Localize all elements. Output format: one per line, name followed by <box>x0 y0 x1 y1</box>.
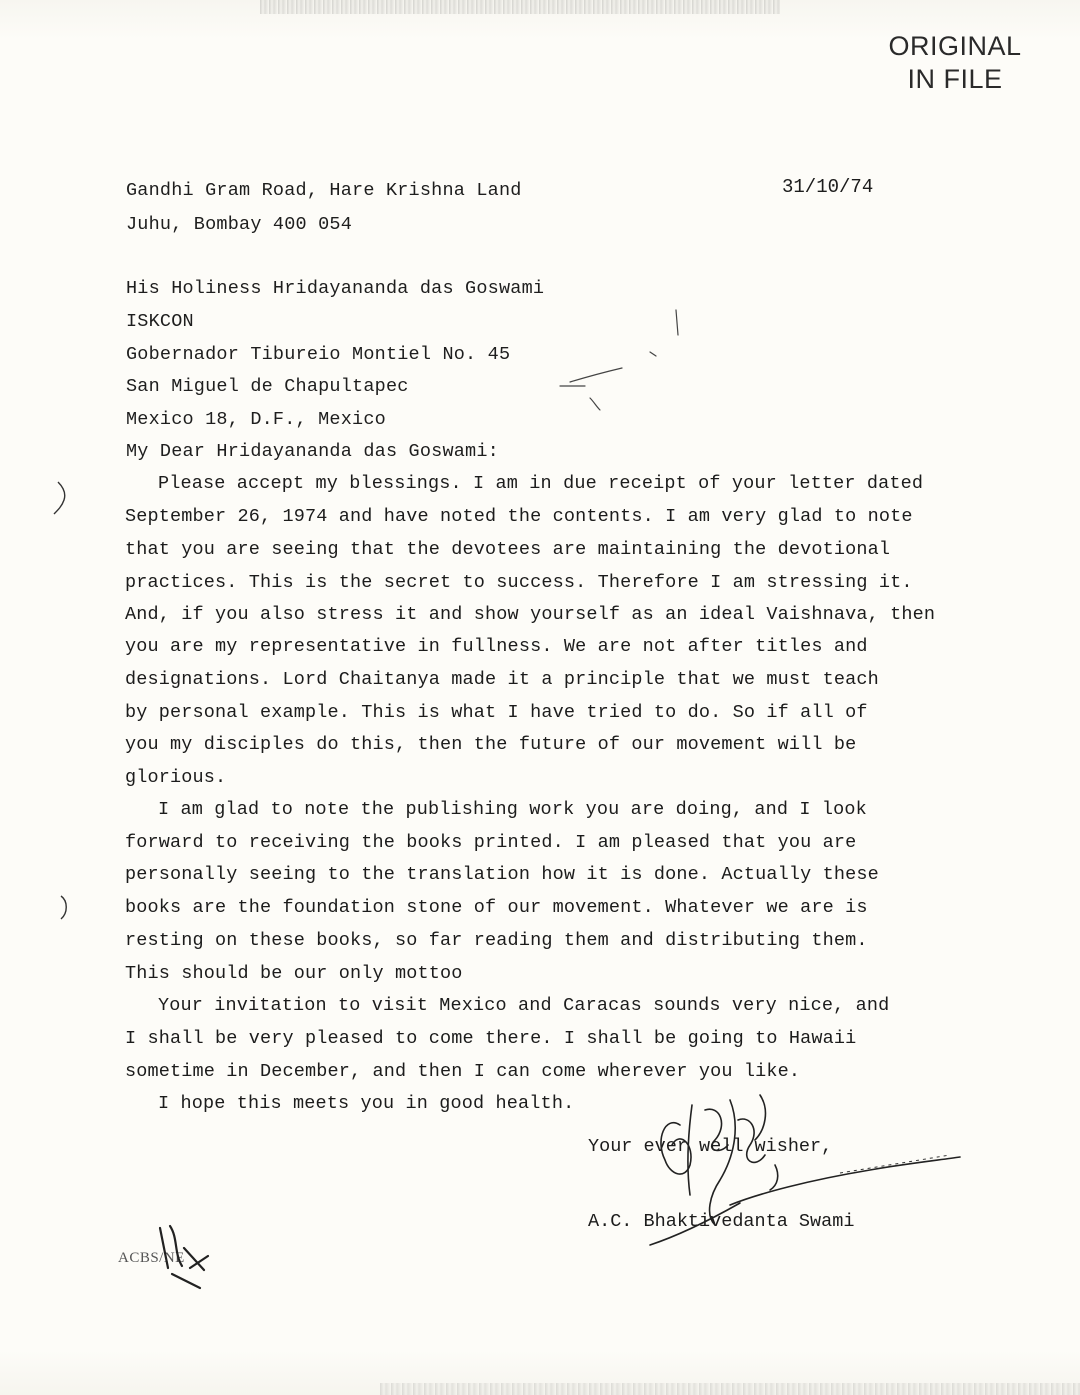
body-line: forward to receiving the books printed. I am pleased that you are <box>125 832 857 853</box>
recipient-street: Gobernador Tibureio Montiel No. 45 <box>126 344 511 365</box>
recipient-area: San Miguel de Chapultapec <box>126 376 409 397</box>
body-line: I am glad to note the publishing work you are doing, and I look <box>158 799 867 820</box>
body-line: I hope this meets you in good health. <box>158 1093 575 1114</box>
original-in-file-stamp <box>880 30 1030 96</box>
body-line: personally seeing to the translation how it is done. Actually these <box>125 864 879 885</box>
body-line: resting on these books, so far reading them and distributing them. <box>125 930 868 951</box>
pencil-marks <box>530 290 730 420</box>
body-line: glorious. <box>125 767 227 788</box>
stamp-line-2: IN FILE <box>907 64 1003 94</box>
body-line: And, if you also stress it and show yourself as an ideal Vaishnava, then <box>125 604 936 625</box>
handwritten-signature <box>610 1085 970 1265</box>
body-line: books are the foundation stone of our movement. Whatever we are is <box>125 897 868 918</box>
initials-scribble <box>112 1218 222 1298</box>
body-line: I shall be very pleased to come there. I shall be going to Hawaii <box>125 1028 857 1049</box>
body-line: sometime in December, and then I can come wherever you like. <box>125 1061 801 1082</box>
body-line: September 26, 1974 and have noted the contents. I am very glad to note <box>125 506 913 527</box>
recipient-org: ISKCON <box>126 311 194 332</box>
body-line: that you are seeing that the devotees are maintaining the devotional <box>125 539 891 560</box>
recipient-name: His Holiness Hridayananda das Goswami <box>126 278 545 299</box>
body-line: Please accept my blessings. I am in due receipt of your letter dated <box>158 473 924 494</box>
scan-edge-bottom <box>380 1383 1080 1395</box>
sender-address-line-1: Gandhi Gram Road, Hare Krishna Land <box>126 180 522 201</box>
letter-date: 31/10/74 <box>782 176 874 198</box>
margin-mark <box>56 893 76 923</box>
typist-initials: ACBS/NE <box>118 1250 185 1266</box>
body-line: This should be our only mottoo <box>125 963 463 984</box>
recipient-city: Mexico 18, D.F., Mexico <box>126 409 386 430</box>
body-line: designations. Lord Chaitanya made it a principle that we must teach <box>125 669 879 690</box>
body-line: you are my representative in fullness. We are not after titles and <box>125 636 868 657</box>
signature-name: A.C. Bhaktivedanta Swami <box>588 1211 855 1232</box>
sender-address-line-2: Juhu, Bombay 400 054 <box>126 214 353 235</box>
scan-edge-top <box>260 0 780 14</box>
body-line: by personal example. This is what I have tried to do. So if all of <box>125 702 868 723</box>
margin-mark <box>50 478 80 518</box>
salutation: My Dear Hridayananda das Goswami: <box>126 441 499 462</box>
closing-phrase: Your ever well wisher, <box>588 1136 833 1157</box>
body-line: practices. This is the secret to success. Therefore I am stressing it. <box>125 572 913 593</box>
body-line: Your invitation to visit Mexico and Caracas sounds very nice, and <box>158 995 890 1016</box>
stamp-line-1: ORIGINAL <box>888 31 1022 61</box>
body-line: you my disciples do this, then the future of our movement will be <box>125 734 857 755</box>
